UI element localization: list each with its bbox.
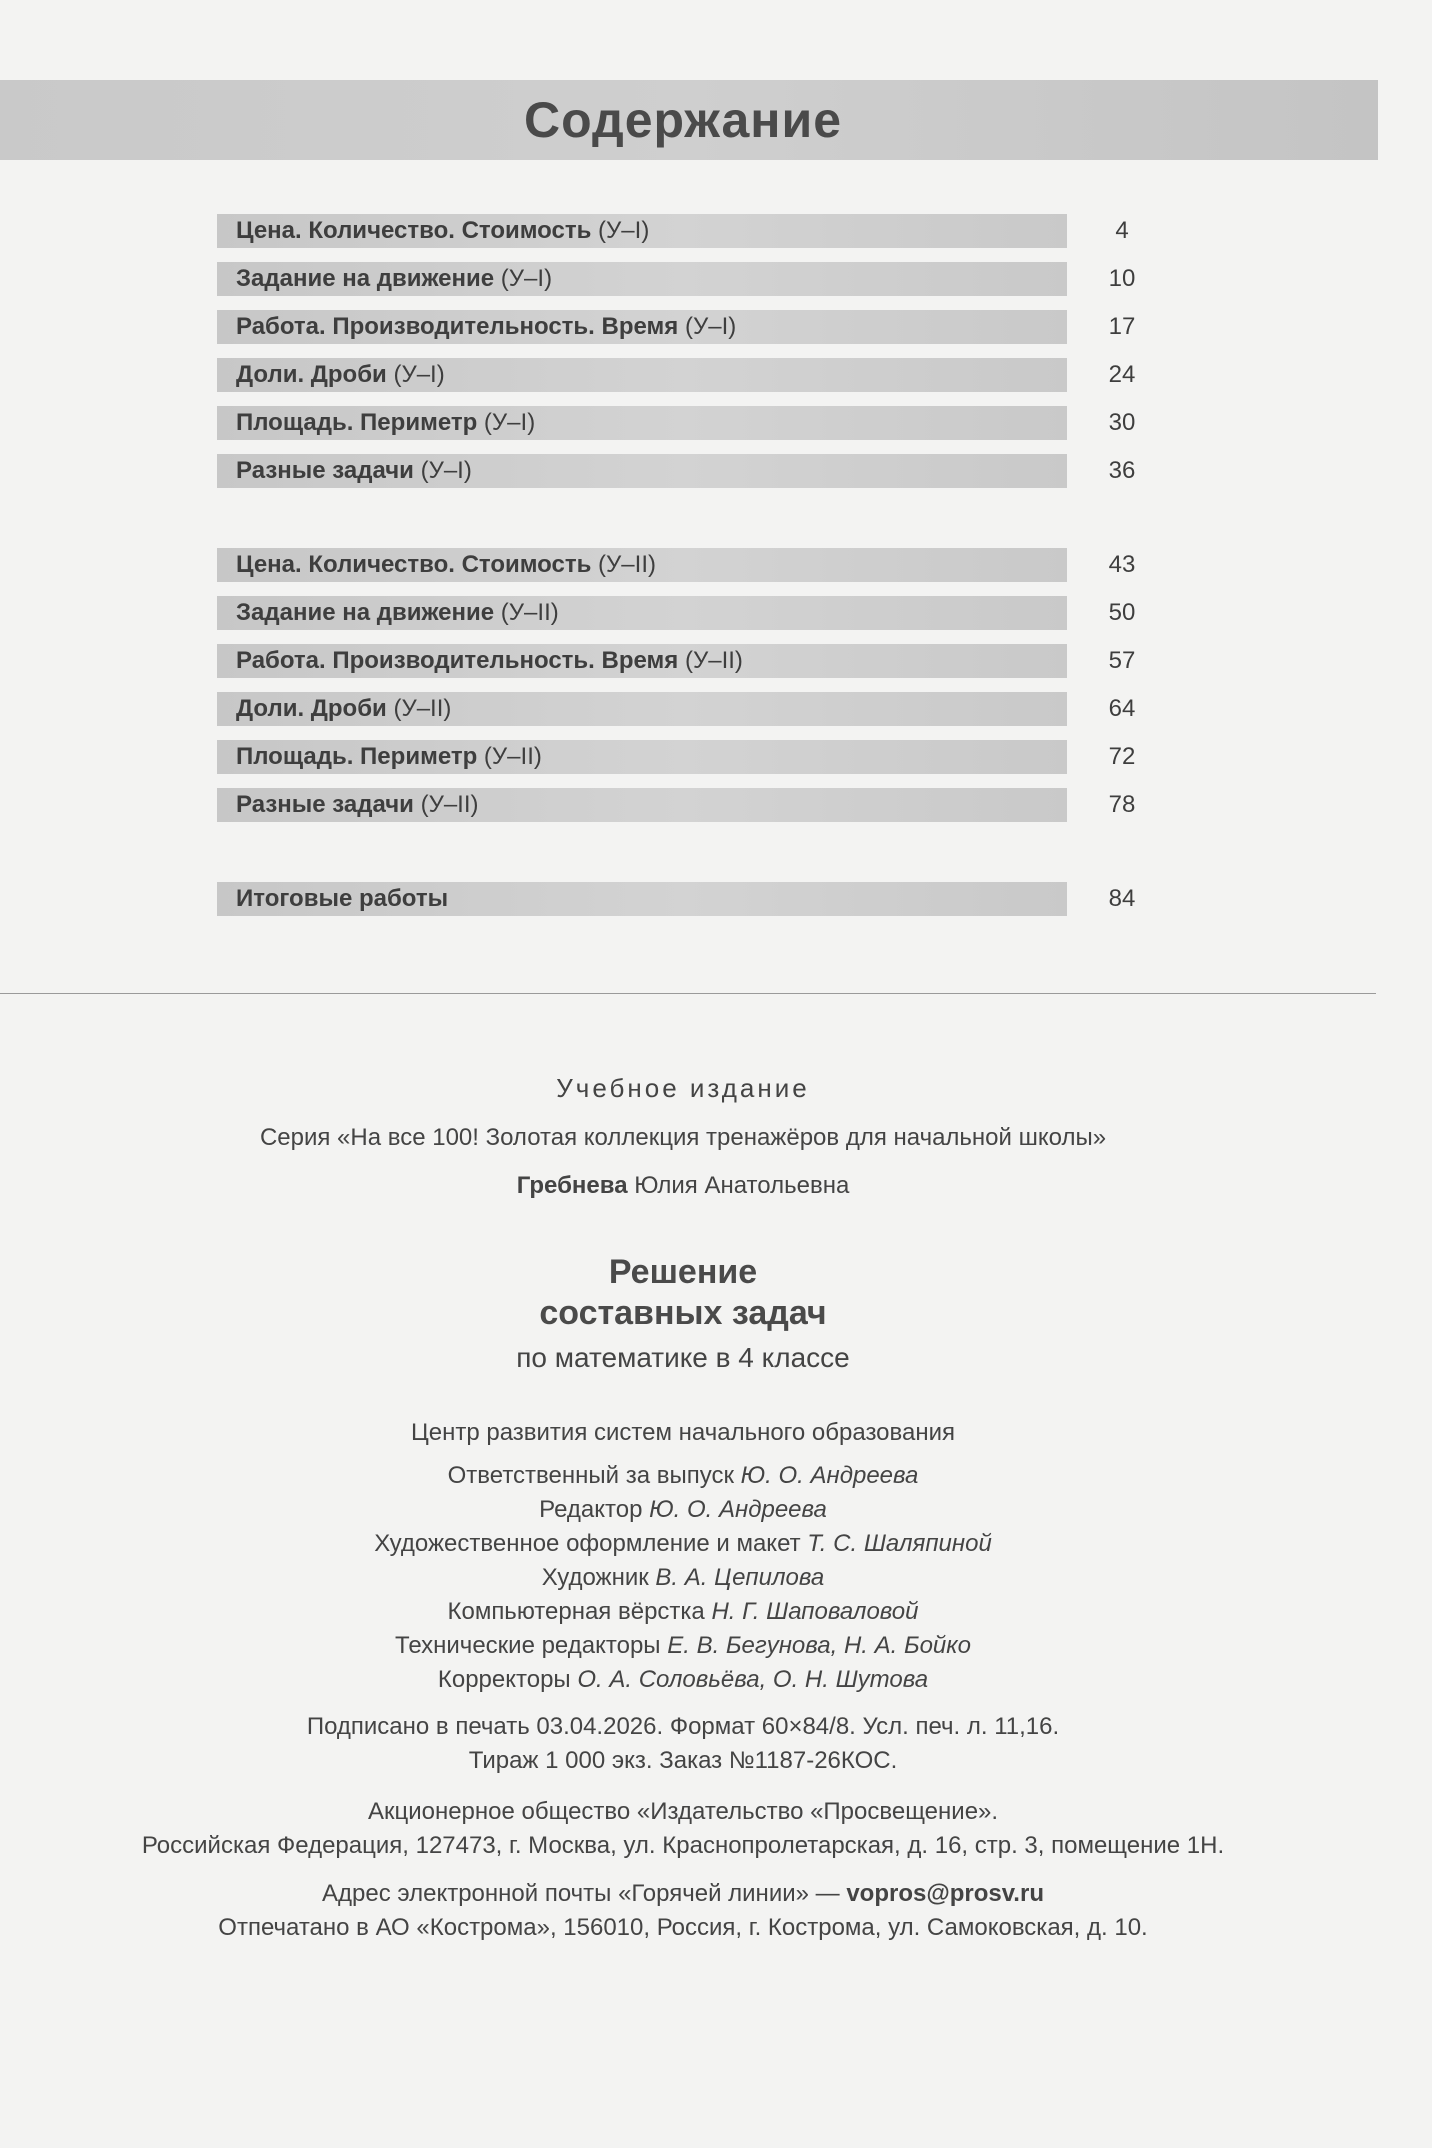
toc-row[interactable]: [217, 310, 1137, 344]
toc-row[interactable]: [217, 596, 1137, 630]
toc-page-number: 57: [1108, 647, 1136, 674]
toc-title: Площадь. Периметр: [236, 743, 478, 770]
toc-label: [236, 454, 472, 488]
toc-title: Разные задачи: [236, 791, 414, 818]
credit-name: О. А. Соловьёва, О. Н. Шутова: [577, 1666, 929, 1693]
toc-label: [236, 596, 559, 630]
toc-page-number: 36: [1108, 457, 1136, 484]
credit-line: [0, 1564, 1366, 1592]
credit-role: Редактор: [539, 1496, 650, 1523]
toc-label: [236, 214, 649, 248]
credit-line: [0, 1496, 1366, 1524]
toc-page-number: 64: [1108, 695, 1136, 722]
toc-page-number: 17: [1108, 313, 1136, 340]
printed-at: Отпечатано в АО «Кострома», 156010, Россия, г. Кострома, ул. Самоковская, д. 10.: [218, 1914, 1148, 1941]
credit-line: [0, 1530, 1366, 1558]
book-title-line-1: Решение: [608, 1253, 758, 1291]
toc-page-number: 50: [1108, 599, 1136, 626]
toc-row[interactable]: [217, 882, 1137, 916]
toc-page-number: 30: [1108, 409, 1136, 436]
print-signed: Подписано в печать 03.04.2026. Формат 60×84/8. Усл. печ. л. 11,16.: [306, 1713, 1060, 1740]
toc-label: [236, 358, 445, 392]
credit-role: Художественное оформление и макет: [374, 1530, 808, 1557]
toc-row[interactable]: [217, 454, 1137, 488]
toc-label: [236, 644, 743, 678]
toc-title: Доли. Дроби: [236, 695, 387, 722]
toc-page-number: 43: [1108, 551, 1136, 578]
toc-row[interactable]: [217, 548, 1137, 582]
toc-label: [236, 692, 451, 726]
toc-title: Доли. Дроби: [236, 361, 387, 388]
credit-line: [0, 1462, 1366, 1490]
toc-level: (У–II): [591, 551, 656, 578]
toc-page-number: 72: [1108, 743, 1136, 770]
credit-name: Е. В. Бегунова, Н. А. Бойко: [667, 1632, 971, 1659]
toc-label: [236, 740, 542, 774]
toc-title: Задание на движение: [236, 599, 495, 626]
toc-level: (У–I): [386, 361, 445, 388]
credit-name: Ю. О. Андреева: [740, 1462, 919, 1489]
credit-line: [0, 1632, 1366, 1660]
toc-title: Итоговые работы: [236, 885, 449, 912]
toc-level: (У–II): [386, 695, 452, 722]
toc-title: Площадь. Периметр: [236, 409, 478, 436]
book-subtitle: по математике в 4 классе: [516, 1342, 850, 1373]
publisher: Акционерное общество «Издательство «Просвещение».: [367, 1798, 999, 1825]
toc-level: (У–I): [494, 265, 553, 292]
toc-page-number: 24: [1108, 361, 1136, 388]
toc-row[interactable]: [217, 214, 1137, 248]
credit-role: Ответственный за выпуск: [447, 1462, 741, 1489]
toc-level: (У–I): [591, 217, 650, 244]
toc-label: [236, 548, 656, 582]
toc-page-number: 10: [1108, 265, 1136, 292]
toc-level: (У–II): [477, 743, 542, 770]
toc-page-number: 78: [1108, 791, 1136, 818]
hotline-email[interactable]: vopros@prosv.ru: [846, 1880, 1044, 1907]
toc-title: Работа. Производительность. Время: [236, 313, 679, 340]
toc-row[interactable]: [217, 740, 1137, 774]
author-last-name: Гребнева: [516, 1172, 628, 1199]
hotline: [0, 1880, 1366, 1908]
credit-role: Технические редакторы: [395, 1632, 668, 1659]
toc-label: [236, 882, 448, 916]
toc-row[interactable]: [217, 692, 1137, 726]
toc-label: [236, 406, 535, 440]
page-title: Содержание: [523, 92, 843, 148]
hotline-label: Адрес электронной почты «Горячей линии» —: [322, 1880, 847, 1907]
author: [0, 1172, 1366, 1200]
toc-row[interactable]: [217, 788, 1137, 822]
toc-level: (У–I): [477, 409, 536, 436]
toc-title: Разные задачи: [236, 457, 414, 484]
series: Серия «На все 100! Золотая коллекция тренажёров для начальной школы»: [259, 1124, 1107, 1151]
credit-name: Н. Г. Шаповаловой: [711, 1598, 919, 1625]
credit-line: [0, 1666, 1366, 1694]
toc-level: (У–II): [494, 599, 559, 626]
toc-title: Цена. Количество. Стоимость: [236, 551, 592, 578]
toc-label: [236, 262, 552, 296]
edition-type: Учебное издание: [556, 1073, 810, 1103]
print-run: Тираж 1 000 экз. Заказ №1187-26КОС.: [468, 1747, 898, 1774]
toc-title: Цена. Количество. Стоимость: [236, 217, 592, 244]
book-title-line-2: составных задач: [539, 1294, 827, 1332]
toc-label: [236, 788, 479, 822]
credit-role: Корректоры: [437, 1666, 578, 1693]
credit-name: Ю. О. Андреева: [649, 1496, 827, 1523]
toc-row[interactable]: [217, 358, 1137, 392]
toc-row[interactable]: [217, 644, 1137, 678]
credit-name: В. А. Цепилова: [655, 1564, 825, 1591]
credit-line: [0, 1598, 1366, 1626]
toc-level: (У–II): [413, 791, 479, 818]
credit-role: Художник: [541, 1564, 656, 1591]
publisher-center: Центр развития систем начального образования: [410, 1419, 956, 1446]
toc-level: (У–I): [413, 457, 472, 484]
publisher-address: Российская Федерация, 127473, г. Москва, ул. Краснопролетарская, д. 16, стр. 3, помещение 1Н.: [141, 1832, 1225, 1859]
toc-page-number: 84: [1108, 885, 1136, 912]
toc-title: Работа. Производительность. Время: [236, 647, 679, 674]
toc-level: (У–I): [678, 313, 737, 340]
credit-role: Компьютерная вёрстка: [447, 1598, 712, 1625]
toc-level: (У–II): [678, 647, 743, 674]
toc-row[interactable]: [217, 406, 1137, 440]
toc-label: [236, 310, 736, 344]
toc-title: Задание на движение: [236, 265, 495, 292]
author-first-name: Юлия Анатольевна: [627, 1172, 850, 1199]
credit-name: Т. С. Шаляпиной: [807, 1530, 992, 1557]
toc-page-number: 4: [1115, 217, 1129, 244]
toc-row[interactable]: [217, 262, 1137, 296]
section-divider: [0, 993, 1376, 994]
